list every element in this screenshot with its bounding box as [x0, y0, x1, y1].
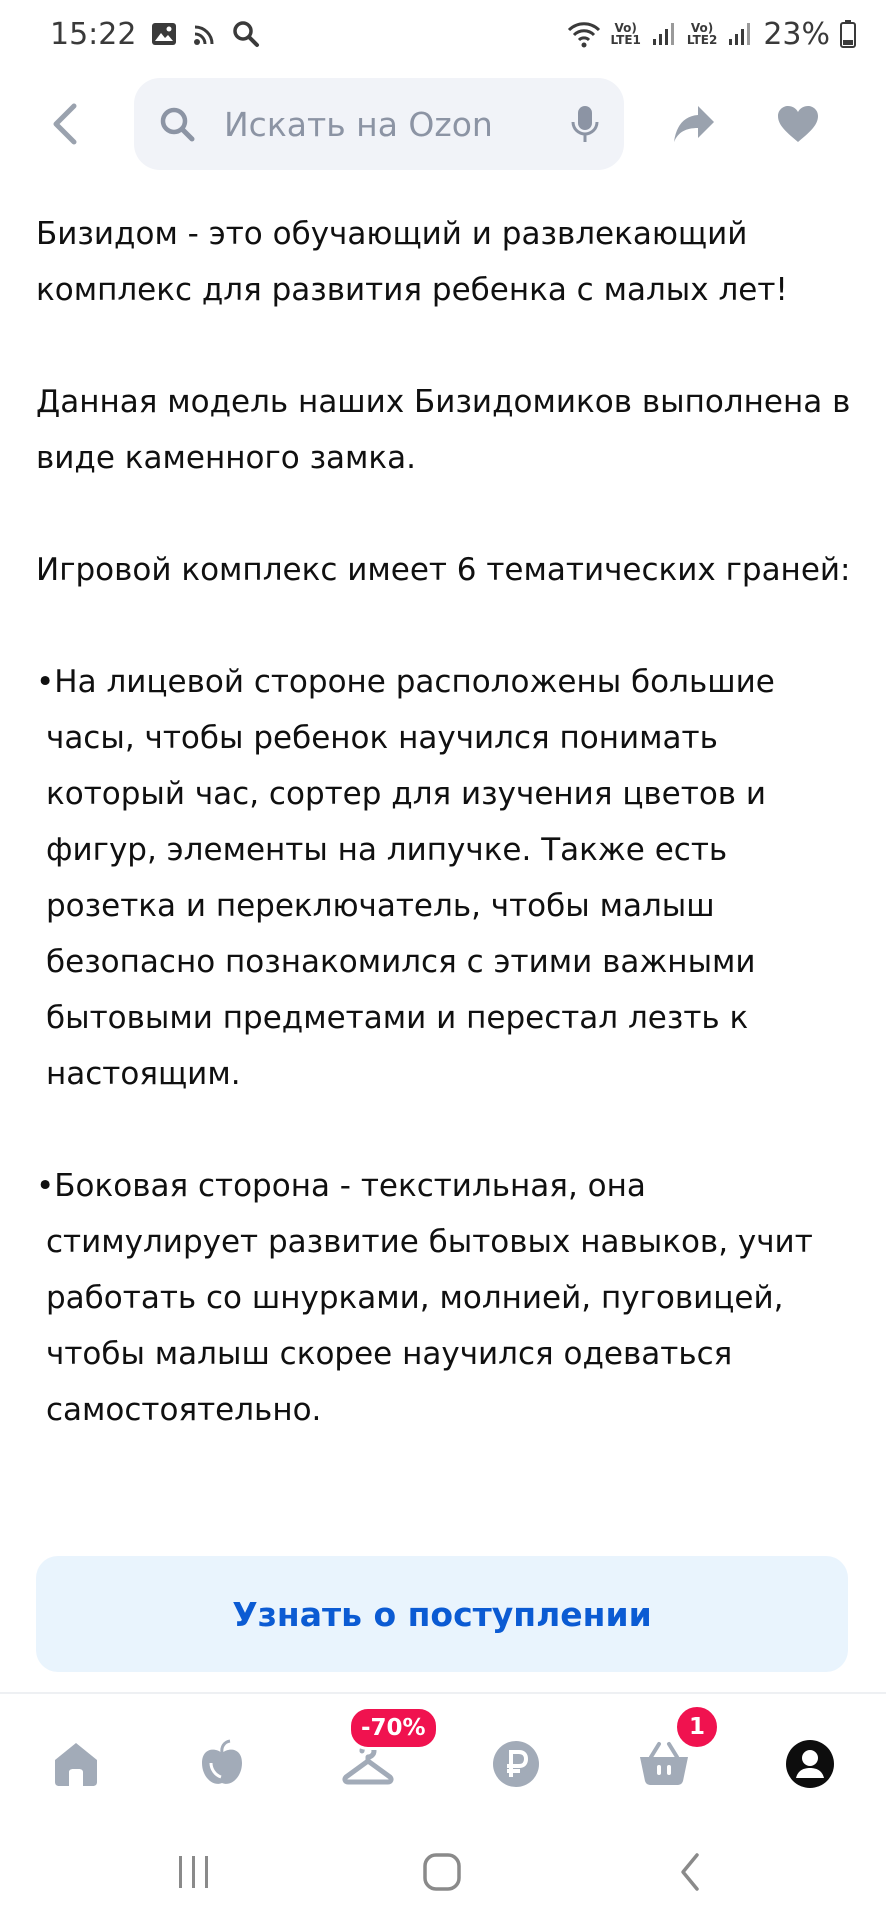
back-arrow-icon: [50, 102, 80, 146]
description-paragraph: Игровой комплекс имеет 6 тематических граней:: [36, 552, 851, 588]
home-system-button[interactable]: [412, 1850, 472, 1894]
status-right: [567, 17, 857, 52]
cart-badge-count: 1: [688, 1714, 705, 1740]
nav-finance[interactable]: [480, 1728, 552, 1800]
description-paragraph: Бизидом - это обучающий и развлекающий комплекс для развития ребенка с малых лет!: [36, 216, 788, 308]
wifi-icon: [567, 20, 601, 48]
nav-profile[interactable]: [774, 1728, 846, 1800]
basket-icon: [637, 1741, 691, 1787]
sim1-volte: Vo): [614, 21, 637, 35]
heart-icon: [776, 104, 820, 144]
search-input[interactable]: [134, 78, 624, 170]
status-time: 15:22: [50, 16, 137, 52]
description-bullet: •Боковая сторона - текстильная, она стимулирует развитие бытовых навыков, учит работать со шнурками, молнией, пуговицей, чтобы малыш скорее научился одеваться самостоятельно.: [36, 1168, 813, 1428]
sim1-label: [611, 22, 641, 46]
sim1-lte: LTE1: [610, 33, 641, 47]
bottom-navigation: [0, 1694, 886, 1824]
sim2-lte: LTE2: [686, 33, 718, 47]
recents-icon: [174, 1854, 214, 1890]
system-navigation-bar: [0, 1824, 886, 1920]
favorite-button[interactable]: [772, 100, 824, 148]
status-bar: [0, 0, 886, 68]
share-button[interactable]: [668, 100, 720, 148]
profile-icon: [784, 1738, 836, 1790]
notify-arrival-button[interactable]: [36, 1556, 848, 1672]
home-icon: [51, 1740, 101, 1788]
ruble-icon: [491, 1739, 541, 1789]
notify-arrival-label: Узнать о поступлении: [232, 1594, 652, 1634]
sale-badge: [348, 1706, 439, 1750]
search-placeholder: Искать на Ozon: [224, 104, 493, 144]
top-app-bar: [0, 76, 886, 172]
search-icon: [232, 20, 260, 48]
microphone-icon[interactable]: [570, 104, 600, 144]
battery-icon: [840, 20, 856, 48]
search-icon: [158, 105, 196, 143]
nav-home[interactable]: [40, 1728, 112, 1800]
home-square-icon: [422, 1852, 462, 1892]
image-icon: [150, 21, 178, 47]
share-icon: [672, 104, 716, 144]
description-bullet: •На лицевой стороне расположены большие часы, чтобы ребенок научился понимать который час, сортер для изучения цветов и фигур, элементы на липучке. Также есть розетка и переключатель, чтобы малыш безопасно познакомился с этими важными бытовыми предметами и перестал лезть к настоящим.: [36, 664, 775, 1092]
cart-badge: [674, 1704, 720, 1750]
sim2-label: [687, 22, 717, 46]
signal-icon: [651, 21, 677, 47]
apple-icon: [197, 1739, 247, 1789]
status-left: [50, 17, 260, 52]
product-description: [36, 206, 856, 1494]
back-chevron-icon: [675, 1852, 705, 1892]
nav-fresh[interactable]: [186, 1728, 258, 1800]
signal-icon: [727, 21, 753, 47]
cast-icon: [192, 21, 218, 47]
recents-button[interactable]: [164, 1850, 224, 1894]
battery-percent: 23%: [763, 16, 830, 52]
description-paragraph: Данная модель наших Бизидомиков выполнена в виде каменного замка.: [36, 384, 851, 476]
back-system-button[interactable]: [660, 1850, 720, 1894]
sim2-volte: Vo): [690, 21, 714, 35]
sale-badge-text: -70%: [361, 1715, 426, 1741]
back-button[interactable]: [40, 96, 90, 152]
